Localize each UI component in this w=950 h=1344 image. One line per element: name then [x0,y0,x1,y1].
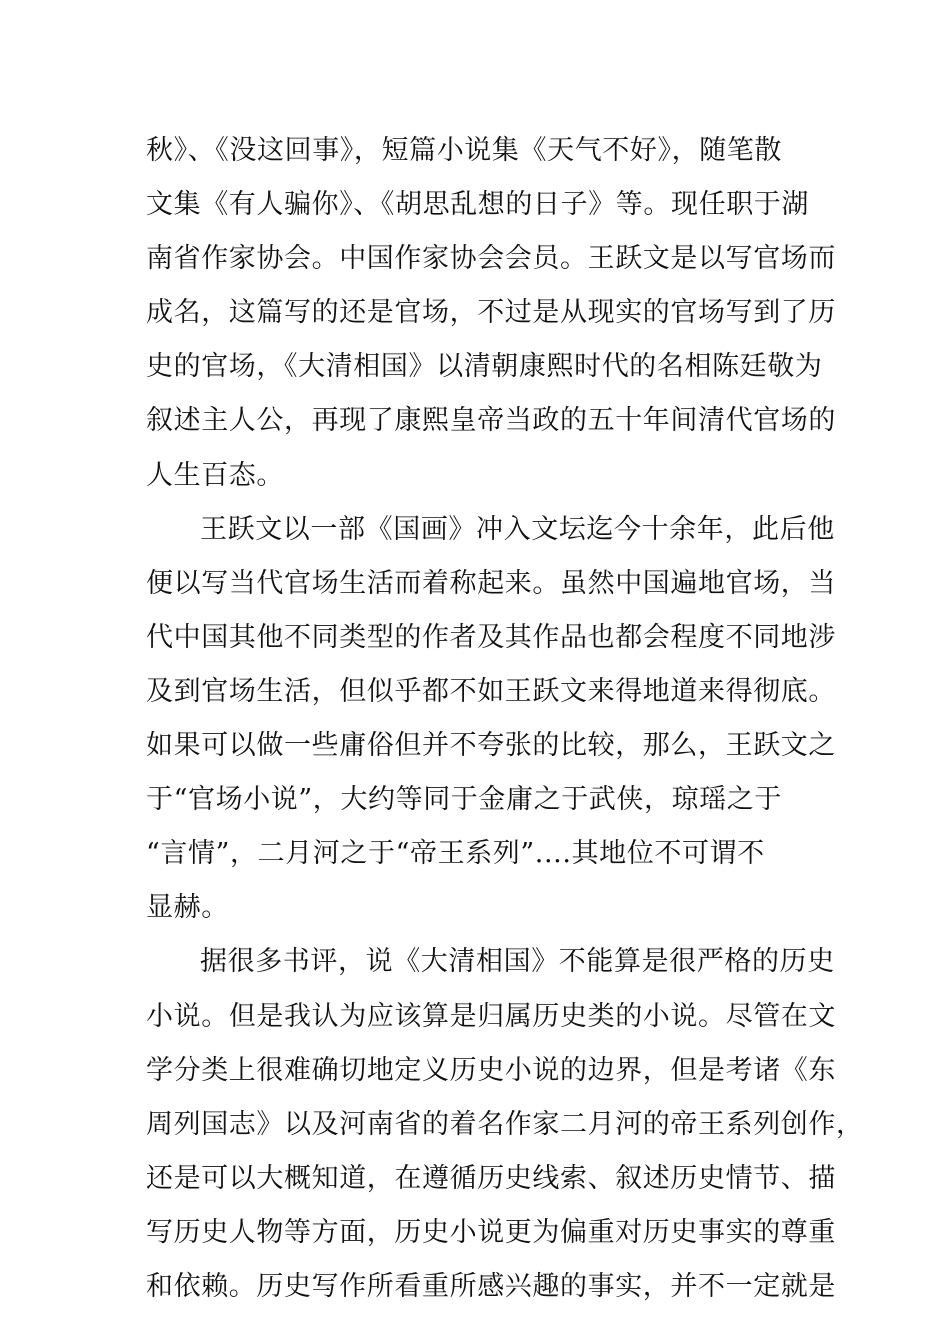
text-line: 成名，这篇写的还是官场，不过是从现实的官场写到了历 [146,297,836,329]
text-line: 文集《有人骗你》、《胡思乱想的日子》等。现任职于湖 [146,189,809,221]
text-line: 还是可以大概知道，在遵循历史线索、叙述历史情节、描 [146,1162,836,1194]
text-line: 代中国其他不同类型的作者及其作品也都会程度不同地涉 [146,621,836,653]
paragraph-first-line: 据很多书评，说《大清相国》不能算是很严格的历史 [200,946,835,978]
text-line: 秋》、《没这回事》，短篇小说集《天气不好》，随笔散 [146,135,782,166]
text-line: 便以写当代官场生活而着称起来。虽然中国遍地官场，当 [146,567,836,599]
text-line: 及到官场生活，但似乎都不如王跃文来得地道来得彻底。 [146,675,836,707]
text-line: 南省作家协会。中国作家协会会员。王跃文是以写官场而 [146,243,836,275]
text-line: 写历史人物等方面，历史小说更为偏重对历史事实的尊重 [146,1216,836,1248]
text-line: 学分类上很难确切地定义历史小说的边界，但是考诸《东 [146,1054,836,1086]
text-line: 小说。但是我认为应该算是归属历史类的小说。尽管在文 [146,1000,836,1032]
text-line: 于“官场小说”，大约等同于金庸之于武侠，琼瑶之于 [146,784,783,816]
text-line: 周列国志》以及河南省的着名作家二月河的帝王系列创作， [146,1108,864,1140]
text-line: 和依赖。历史写作所看重所感兴趣的事实，并不一定就是 [146,1270,836,1302]
text-line: 如果可以做一些庸俗但并不夸张的比较，那么，王跃文之 [146,730,836,762]
text-line: 叙述主人公，再现了康熙皇帝当政的五十年间清代官场的 [146,405,836,437]
body-text [146,124,864,1314]
text-line: 史的官场，《大清相国》以清朝康熙时代的名相陈廷敬为 [146,351,823,383]
paragraph-first-line: 王跃文以一部《国画》冲入文坛迄今十余年，此后他 [200,513,835,545]
text-line: 显赫。 [146,892,229,924]
text-line: “言情”，二月河之于“帝王系列”....其地位不可谓不 [146,838,765,870]
text-line: 人生百态。 [146,459,284,491]
